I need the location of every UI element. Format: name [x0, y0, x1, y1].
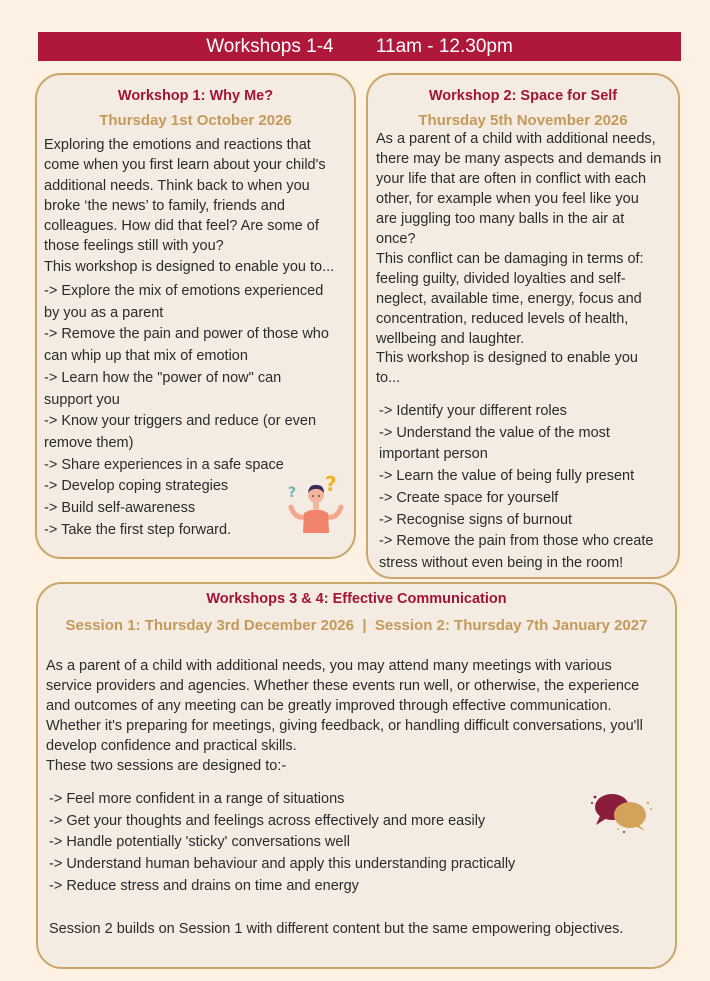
list-item: -> Understand the value of the most [379, 424, 610, 441]
speech-bubbles-icon [590, 789, 654, 837]
list-item: -> Remove the pain from those who create [379, 533, 654, 550]
workshop-1-date: Thursday 1st October 2026 [99, 112, 292, 129]
workshop-3-4-intro [46, 657, 671, 776]
intro-line: This workshop is designed to enable you [376, 350, 638, 367]
list-item: -> Learn how the "power of now" can [44, 369, 282, 386]
list-item: -> Explore the mix of emotions experienced [44, 283, 324, 299]
list-item: support you [44, 391, 120, 408]
list-item: -> Learn the value of being fully present [379, 468, 635, 485]
intro-line: feeling guilty, divided loyalties and self- [376, 270, 626, 287]
workshop-3-4-outcomes [49, 789, 649, 898]
list-item: -> Handle potentially 'sticky' conversations well [49, 834, 350, 851]
intro-line: This workshop is designed to enable you to... [44, 258, 335, 275]
intro-line: neglect, available time, energy, focus and [376, 290, 642, 307]
intro-line: broke ‘the news’ to family, friends and [44, 197, 285, 214]
workshop-3-4-title: Workshops 3 & 4: Effective Communication [206, 591, 507, 607]
header-banner: Workshops 1-4 11am - 12.30pm [38, 32, 681, 61]
list-item: can whip up that mix of emotion [44, 348, 248, 365]
intro-line: These two sessions are designed to:- [46, 757, 287, 774]
intro-line: Exploring the emotions and reactions that [44, 137, 311, 153]
intro-line: once? [376, 230, 416, 247]
workshop-1-title: Workshop 1: Why Me? [117, 88, 274, 104]
intro-line: those feelings still with you? [44, 238, 224, 255]
list-item: -> Build self-awareness [44, 500, 196, 517]
workshop-3-4-card [36, 582, 677, 969]
list-item: -> Remove the pain and power of those who [44, 326, 329, 343]
intro-line: concentration, reduced levels of health, [376, 310, 629, 327]
list-item: -> Understand human behaviour and apply this understanding practically [49, 856, 516, 873]
svg-text:?: ? [288, 485, 297, 501]
intro-line: your life that are often in conflict with each [376, 170, 647, 187]
workshop-1-card [35, 73, 356, 559]
intro-line: This conflict can be damaging in terms of: [376, 250, 644, 267]
intro-line: As a parent of a child with additional needs, [376, 131, 656, 147]
workshop-2-card [366, 73, 680, 579]
list-item: -> Create space for yourself [379, 489, 559, 506]
intro-line: colleagues. How did that feel? Are some of [44, 218, 319, 235]
list-item: -> Know your triggers and reduce (or even [44, 413, 317, 430]
intro-line: come when you first learn about your child's [44, 157, 326, 174]
list-item: -> Reduce stress and drains on time and energy [49, 877, 359, 894]
workshop-3-4-dates: Session 1: Thursday 3rd December 2026 | Session 2: Thursday 7th January 2027 [65, 617, 648, 634]
workshop-2-title: Workshop 2: Space for Self [428, 88, 618, 104]
list-item: by you as a parent [44, 304, 164, 321]
list-item: important person [379, 446, 488, 463]
intro-line: and outcomes of any meeting can be greatly improved through effective communication. [46, 697, 612, 714]
workshop-3-4-footer: Session 2 builds on Session 1 with different content but the same empowering objectives. [49, 921, 624, 937]
intro-line: to... [376, 370, 401, 387]
list-item: remove them) [44, 434, 134, 451]
intro-line: there may be many aspects and demands in [376, 150, 662, 167]
intro-line: service providers and agencies. Whether these events run well, or otherwise, the experience [46, 677, 640, 694]
intro-line: additional needs. Think back to when you [44, 177, 310, 194]
intro-line: are juggling too many balls in the air at [376, 210, 625, 227]
intro-line: Whether it's preparing for meetings, giving feedback, or handling difficult conversations, you'll [46, 717, 643, 734]
list-item: -> Identify your different roles [379, 403, 567, 419]
intro-line: As a parent of a child with additional needs, you may attend many meetings with various [46, 658, 612, 674]
workshop-2-outcomes [379, 401, 679, 575]
list-item: -> Recognise signs of burnout [379, 511, 573, 528]
workshop-1-intro [44, 135, 349, 277]
list-item: -> Share experiences in a safe space [44, 456, 284, 473]
list-item: -> Get your thoughts and feelings across effectively and more easily [49, 812, 486, 829]
workshop-2-intro [376, 130, 676, 389]
intro-line: wellbeing and laughter. [376, 330, 525, 347]
list-item: -> Take the first step forward. [44, 521, 232, 538]
svg-text:?: ? [325, 473, 337, 496]
list-item: -> Feel more confident in a range of situations [49, 791, 345, 807]
intro-line: other, for example when you feel like you [376, 190, 639, 207]
list-item: -> Develop coping strategies [44, 478, 229, 495]
list-item: stress without even being in the room! [379, 554, 624, 571]
workshop-2-date: Thursday 5th November 2026 [418, 112, 628, 129]
intro-line: develop confidence and practical skills. [46, 737, 297, 754]
confused-person-icon [285, 473, 347, 533]
